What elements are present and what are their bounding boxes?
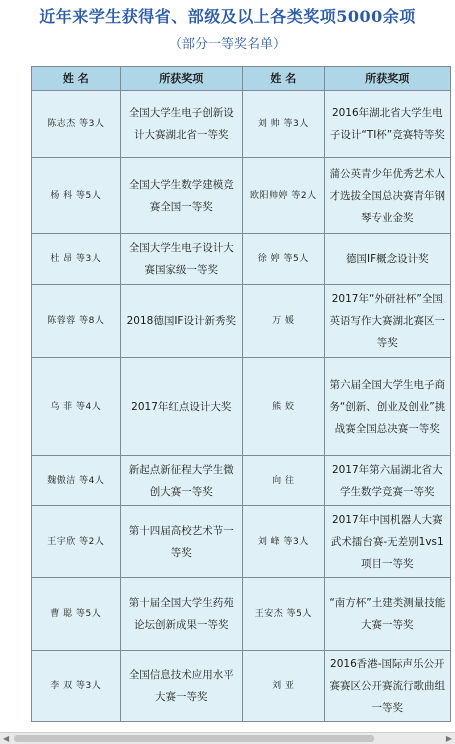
table-header-row [32,67,450,91]
name-left: 杨 科 等5人 [32,158,121,233]
awards-table [31,66,451,722]
name-right: 刘 亚 [243,651,325,721]
award-left: 全国大学生数学建模竞赛全国一等奖 [121,158,243,233]
name-left: 王宇欣 等2人 [32,506,121,577]
award-right: 2017年第六届湖北省大学生数学竞赛一等奖 [331,463,443,498]
award-right: 第六届全国大学生电子商务“创新、创业及创业”挑战赛全国总决赛一等奖 [329,378,446,435]
header-award-right: 所获奖项 [365,71,410,85]
award-right: “南方杯”土建类测量技能大赛一等奖 [329,597,446,631]
name-right: 徐 婷 等5人 [243,234,325,284]
name-right: 王安杰 等5人 [243,578,325,650]
award-right: 2016年湖北省大学生电子设计“TI杯”竞赛特等奖 [329,107,445,141]
table-row [32,91,450,158]
award-left: 新起点新征程大学生微创大赛一等奖 [121,456,243,505]
award-left: 2018德国IF设计新秀奖 [121,285,243,357]
scroll-right-arrow-icon[interactable]: ▶ [445,734,452,743]
name-right: 万 媛 [243,285,325,357]
award-left: 全国大学生电子创新设计大赛湖北省一等奖 [121,91,243,157]
name-left: 杜 昂 等3人 [32,234,121,284]
award-right: 2017年“外研社杯”全国英语写作大赛湖北赛区一等奖 [329,293,446,349]
table-row [32,158,450,234]
name-right: 熊 姣 [243,358,325,455]
award-right: 蒲公英青少年优秀艺术人才选拔全国总决赛青年钢琴专业金奖 [329,167,446,224]
horizontal-scrollbar[interactable] [0,732,455,744]
page-title: 近年来学生获得省、部级及以上各类奖项5000余项 [39,7,416,26]
award-left: 全国信息技术应用水平大赛一等奖 [121,651,243,721]
award-left: 第十四届高校艺术节一等奖 [121,506,243,577]
name-left: 陈蓉蓉 等8人 [32,285,121,357]
table-row [32,506,450,578]
name-right: 刘 帅 等3人 [243,91,325,157]
award-right: 2017年中国机器人大赛武术擂台赛-无差别1vs1项目一等奖 [330,513,444,570]
table-row [32,234,450,285]
header-award-left: 所获奖项 [121,67,243,90]
award-right: 德国IF概念设计奖 [345,253,429,265]
name-right: 刘 峰 等3人 [243,506,325,577]
page-subtitle: （部分一等奖名单） [168,37,286,52]
name-left: 陈志杰 等3人 [32,91,121,157]
name-left: 魏傲洁 等4人 [32,456,121,505]
scrollbar-thumb[interactable] [14,735,374,742]
award-left: 2017年红点设计大奖 [121,358,243,455]
header-name-left: 姓 名 [32,67,121,90]
name-left: 李 双 等3人 [32,651,121,721]
award-left: 第十届全国大学生药苑论坛创新成果一等奖 [121,578,243,650]
name-right: 向 往 [243,456,325,505]
award-right: 2016香港-国际声乐公开赛赛区公开赛流行歌曲组一等奖 [329,658,446,714]
table-row [32,285,450,358]
table-row [32,578,450,651]
header-name-right: 姓 名 [243,67,325,90]
table-row [32,358,450,456]
table-row [32,651,450,721]
table-row [32,456,450,506]
name-left: 曹 聪 等5人 [32,578,121,650]
scroll-left-arrow-icon[interactable]: ◀ [3,734,10,743]
name-left: 乌 菲 等4人 [32,358,121,455]
award-left: 全国大学生电子设计大赛国家级一等奖 [121,234,243,284]
name-right: 欧阳帅婷 等2人 [243,158,325,233]
